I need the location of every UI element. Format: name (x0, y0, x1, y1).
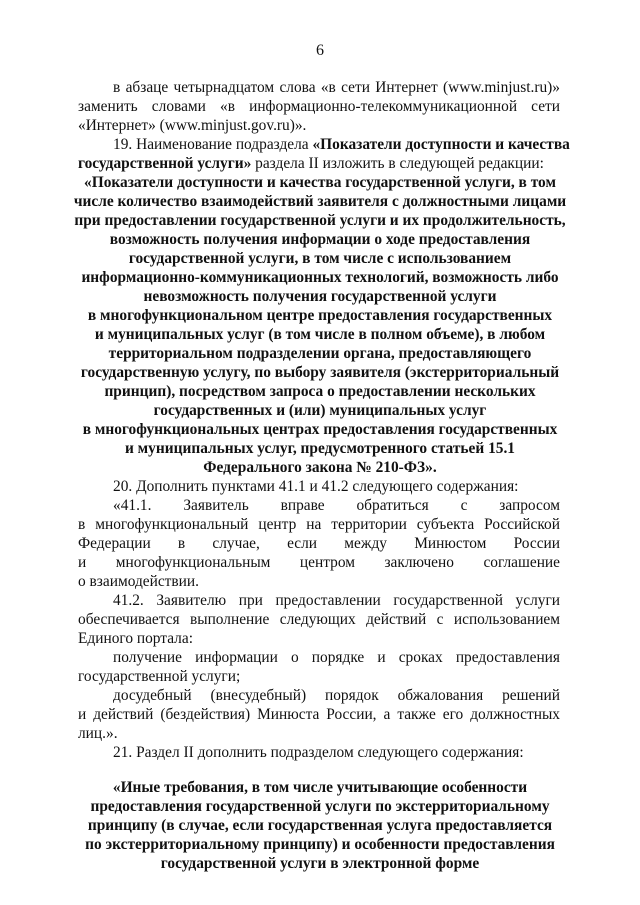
text-line: получение информации о порядке и сроках предоставления (113, 649, 560, 666)
text-line: досудебный (внесудебный) порядок обжалования решений (113, 687, 560, 704)
text-line: обеспечивается выполнение следующих действий с использованием (78, 611, 560, 628)
heading-line: по экстерриториальному принципу) и особенности предоставления (85, 836, 555, 853)
page-number: 6 (316, 42, 324, 59)
text-run-bold: государственной услуги» (78, 155, 252, 172)
text-line: 20. Дополнить пунктами 41.1 и 41.2 следующего содержания: (113, 478, 519, 495)
text-run: 19. Наименование подраздела (113, 136, 313, 153)
heading-line: в многофункциональном центре предоставления государственных (87, 307, 553, 324)
text-line: и действий (бездействия) Минюста России, а также его должностных (78, 706, 560, 723)
text-line: в многофункциональный центр на территории субъекта Российской (78, 516, 560, 533)
text-line: заменить словами «в информационно-телекоммуникационной сети (78, 98, 560, 115)
text-line: и многофункциональным центром заключено соглашение (78, 554, 560, 571)
heading-line: числе количество взаимодействий заявителя с должностными лицами (73, 193, 567, 210)
text-line: Федерации в случае, если между Минюстом России (78, 535, 560, 552)
heading-line: государственных и (или) муниципальных услуг (153, 402, 487, 419)
heading-line: предоставления государственной услуги по экстерриториальному (90, 798, 550, 815)
text-line: 21. Раздел II дополнить подразделом следующего содержания: (113, 744, 524, 761)
heading-line: территориальном подразделении органа, предоставляющего (108, 345, 532, 362)
heading-line: и муниципальных услуг, предусмотренного статьей 15.1 (124, 440, 516, 457)
text-line-mixed (78, 154, 544, 174)
heading-line: невозможность получения государственной услуги (143, 288, 497, 305)
text-line: «41.1. Заявитель вправе обратиться с запросом (113, 497, 560, 514)
heading-line: «Иные требования, в том числе учитывающие особенности (112, 779, 528, 796)
heading-line: «Показатели доступности и качества государственной услуги, в том (84, 174, 556, 191)
heading-line: и муниципальных услуг (в том числе в полном объеме), в любом (94, 326, 546, 343)
heading-line: принципу (в случае, если государственная услуга предоставляется (87, 817, 553, 834)
text-line: государственной услуги; (78, 668, 241, 685)
heading-line: Федерального закона № 210-ФЗ». (203, 459, 437, 476)
text-run-bold: «Показатели доступности и качества (312, 136, 570, 153)
text-line: лиц.». (78, 725, 118, 742)
heading-line: при предоставлении государственной услуги и их продолжительность, (74, 212, 566, 229)
heading-line: в многофункциональных центрах предоставления государственных (82, 421, 558, 438)
text-line: 41.2. Заявителю при предоставлении государственной услуги (113, 592, 560, 609)
heading-line: принцип), посредством запроса о предоставлении нескольких (104, 383, 536, 400)
text-run: раздела II изложить в следующей редакции: (251, 155, 544, 172)
text-line: в абзаце четырнадцатом слова «в сети Интернет (www.minjust.ru)» (113, 79, 560, 96)
text-line: о взаимодействии. (78, 573, 199, 590)
heading-line: государственной услуги в электронной форме (160, 855, 480, 872)
heading-line: государственную услугу, по выбору заявителя (экстерриториальный (80, 364, 560, 381)
heading-line: информационно-коммуникационных технологий, возможность либо (81, 269, 559, 286)
heading-line: возможность получения информации о ходе предоставления (109, 231, 531, 248)
heading-line: государственной услуги, в том числе с использованием (128, 250, 512, 267)
text-line: Единого портала: (78, 630, 193, 647)
text-line-mixed (113, 135, 570, 155)
text-line: «Интернет» (www.minjust.gov.ru)». (78, 117, 307, 134)
